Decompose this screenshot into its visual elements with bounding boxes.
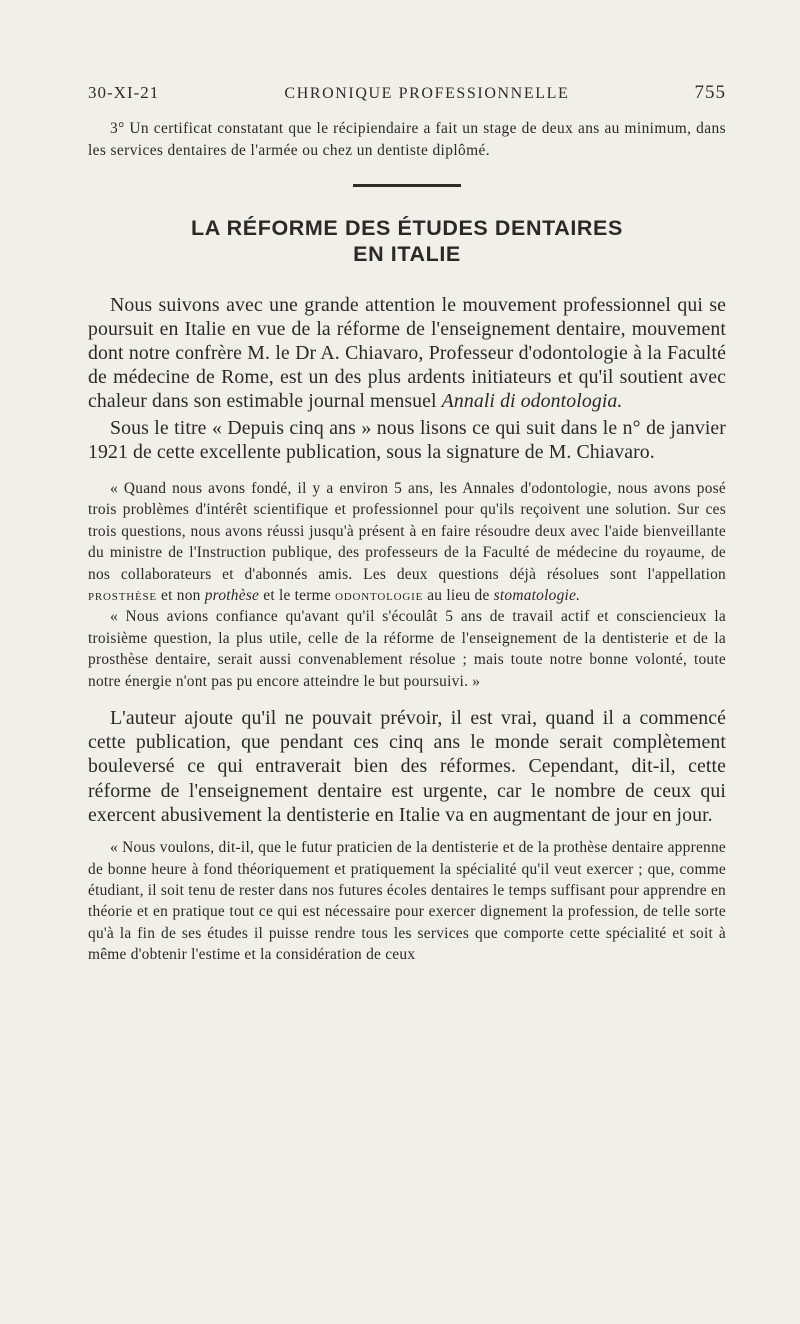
running-header: [88, 82, 726, 108]
header-date: 30-XI-21: [88, 83, 160, 102]
paragraph-3: L'auteur ajoute qu'il ne pouvait prévoir, il est vrai, quand il a commencé cette publication, que pendant ces cinq ans le monde serait complètement bouleversé ce qui entraverait bien des réformes. Cependant, dit-il, cette réforme de l'enseignement dentaire est urgente, car le nombre de ceux qui exercent abusivement la dentisterie en Italie va en augmentant de jour en jour.: [88, 707, 726, 826]
quote-1-connector-b: et le terme: [263, 587, 331, 605]
header-title: CHRONIQUE PROFESSIONNELLE: [284, 85, 570, 102]
quote-1-connector-a: et non: [161, 587, 201, 605]
quote-2: « Nous avions confiance qu'avant qu'il s'écoulât 5 ans de travail actif et consciencieux la troisième question, la plus utile, celle de la réforme de l'enseignement de la dentisterie et de la prosthèse dentaire, serait aussi convenablement résolue ; mais toute notre bonne volonté, toute notre énergie n'ont pas pu encore atteindre le but poursuivi. »: [88, 608, 726, 690]
journal-title: Annali di odontologia.: [441, 390, 623, 413]
term-stomatologie: stomatologie.: [493, 587, 581, 605]
headline-line-2: EN ITALIE: [353, 241, 461, 266]
quote-1: [88, 478, 726, 606]
paragraph-1: [88, 293, 726, 414]
intro-item-3: 3° Un certificat constatant que le récipiendaire a fait un stage de deux ans au minimum, dans les services dentaires de l'armée ou chez un dentiste diplômé.: [88, 120, 726, 159]
page: [88, 82, 726, 966]
paragraph-2: Sous le titre « Depuis cinq ans » nous lisons ce qui suit dans le n° de janvier 1921 de cette excellente publication, sous la signature de M. Chiavaro.: [88, 416, 726, 463]
quote-1-connector-c: au lieu de: [427, 587, 490, 605]
page-number: 755: [694, 82, 726, 103]
paragraph-1-text: Nous suivons avec une grande attention le mouvement professionnel qui se poursuit en Italie en vue de la réforme de l'enseignement dentaire, mouvement dont notre confrère M. le Dr A. Chiavaro, Professeur d'odontologie à la Faculté de médecine de Rome, est un des plus ardents initiateurs et qu'il soutient avec chaleur dans son estimable journal mensuel: [88, 293, 726, 413]
headline-line-1: LA RÉFORME DES ÉTUDES DENTAIRES: [191, 215, 623, 240]
term-odontologie: odontologie: [335, 587, 424, 605]
article-headline: [88, 215, 726, 267]
section-divider: [353, 184, 461, 187]
quote-3: « Nous voulons, dit-il, que le futur praticien de la dentisterie et de la prothèse dentaire apprenne de bonne heure à fond théoriquement et pratiquement la spécialité qu'il veut exercer ; que, comme étudiant, il soit tenu de rester dans nos futures écoles dentaires le temps suffisant pour apprendre en théorie et en pratique tout ce qui est nécessaire pour exercer dignement la profession, de telle sorte qu'à la fin de ses études il puisse rendre tous les services que comporte cette spécialité et soit à même d'obtenir l'estime et la considération de ceux: [88, 839, 726, 964]
quote-1-text: « Quand nous avons fondé, il y a environ 5 ans, les Annales d'odontologie, nous avons posé trois problèmes d'intérêt scientifique et professionnel pour qu'ils reçoivent une solution. Sur ces trois questions, nous avons réussi jusqu'à présent à en faire résoudre deux avec l'aide bienveillante du ministre de l'Instruction publique, des professeurs de la Faculté de médecine du royaume, de nos collaborateurs et d'abonnés amis. Les deux questions déjà résolues sont l'appellation: [88, 480, 726, 583]
term-prothese: prothèse: [204, 587, 260, 605]
term-prosthese: prosthèse: [88, 587, 157, 605]
